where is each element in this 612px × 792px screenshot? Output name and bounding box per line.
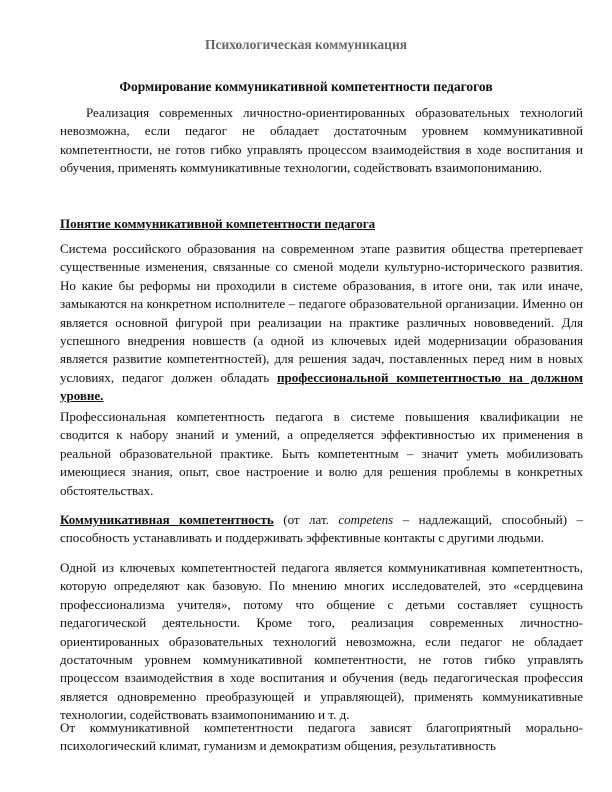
intro-paragraph: Реализация современных личностно-ориентированных образовательных технологий невозможна, если педагог не обладает достаточным уровнем коммуникативной компетентности, не готов гибко управлять процессом взаимодействия в ходе воспитания и обучения, применять коммуникативные технологии, содействовать взаимопониманию. [60,105,583,176]
paragraph-3 [60,511,583,548]
section-heading: Понятие коммуникативной компетентности педагога [60,216,376,231]
paragraph-1 [60,240,583,406]
paragraph-4: Одной из ключевых компетентностей педагога является коммуникативная компетентность, которую определяют как базовую. По мнению многих исследователей, это «сердцевина профессионализма учителя», потому что общение с детьми составляет сущность педагогической деятельности. Кроме того, реализация современных личностно-ориентированных образовательных технологий невозможна, если педагог не обладает достаточным уровнем коммуникативной компетентности, не готов гибко управлять процессом взаимодействия в ходе воспитания и обучения (ведь педагогическая профессия является одновременно преобразующей и управляющей), применять коммуникативные технологии, содействовать взаимопониманию и т. д. [60,560,583,723]
paragraph-1-emphasis: профессиональной компетентностью на должном уровне. [60,369,583,404]
paragraph-2: Профессиональная компетентность педагога в системе повышения квалификации не сводится к набору знаний и умений, а определяется эффективностью их применения в реальной образовательной практике. Быть компетентным – значит уметь мобилизовать имеющиеся знания, опыт, свое настроение и волю для решения проблемы в конкретных обстоятельствах. [60,409,583,498]
paragraph-3-latin: competens [338,512,394,527]
page-header: Психологическая коммуникация [204,37,408,52]
paragraph-3-part1: (от лат. [273,512,339,527]
paragraph-3-part2: – надлежащий, способный) – способность устанавливать и поддерживать эффективные контакты с другими людьми. [60,512,583,546]
paragraph-1-text: Система российского образования на современном этапе развития общества претерпевает существенные изменения, связанные со сменой модели культурно-исторического развития. Но какие бы реформы ни проходили в системе образования, в итоге они, так или иначе, замыкаются на конкретном исполнителе – педагоге образовательной организации. Именно он является основной фигурой при реализации на практике различных нововведений. Для успешного внедрения новшеств (а одной из ключевых идей модернизации образования является развитие компетентностей), для решения задач, поставленных перед ним в новых условиях, педагог должен обладать [60,241,583,385]
paragraph-3-term: Коммуникативная компетентность [60,512,274,527]
document-title: Формирование коммуникативной компетентности педагогов [119,79,493,94]
paragraph-5: От коммуникативной компетентности педагога зависят благоприятный морально-психологический климат, гуманизм и демократизм общения, результативность [60,720,583,754]
